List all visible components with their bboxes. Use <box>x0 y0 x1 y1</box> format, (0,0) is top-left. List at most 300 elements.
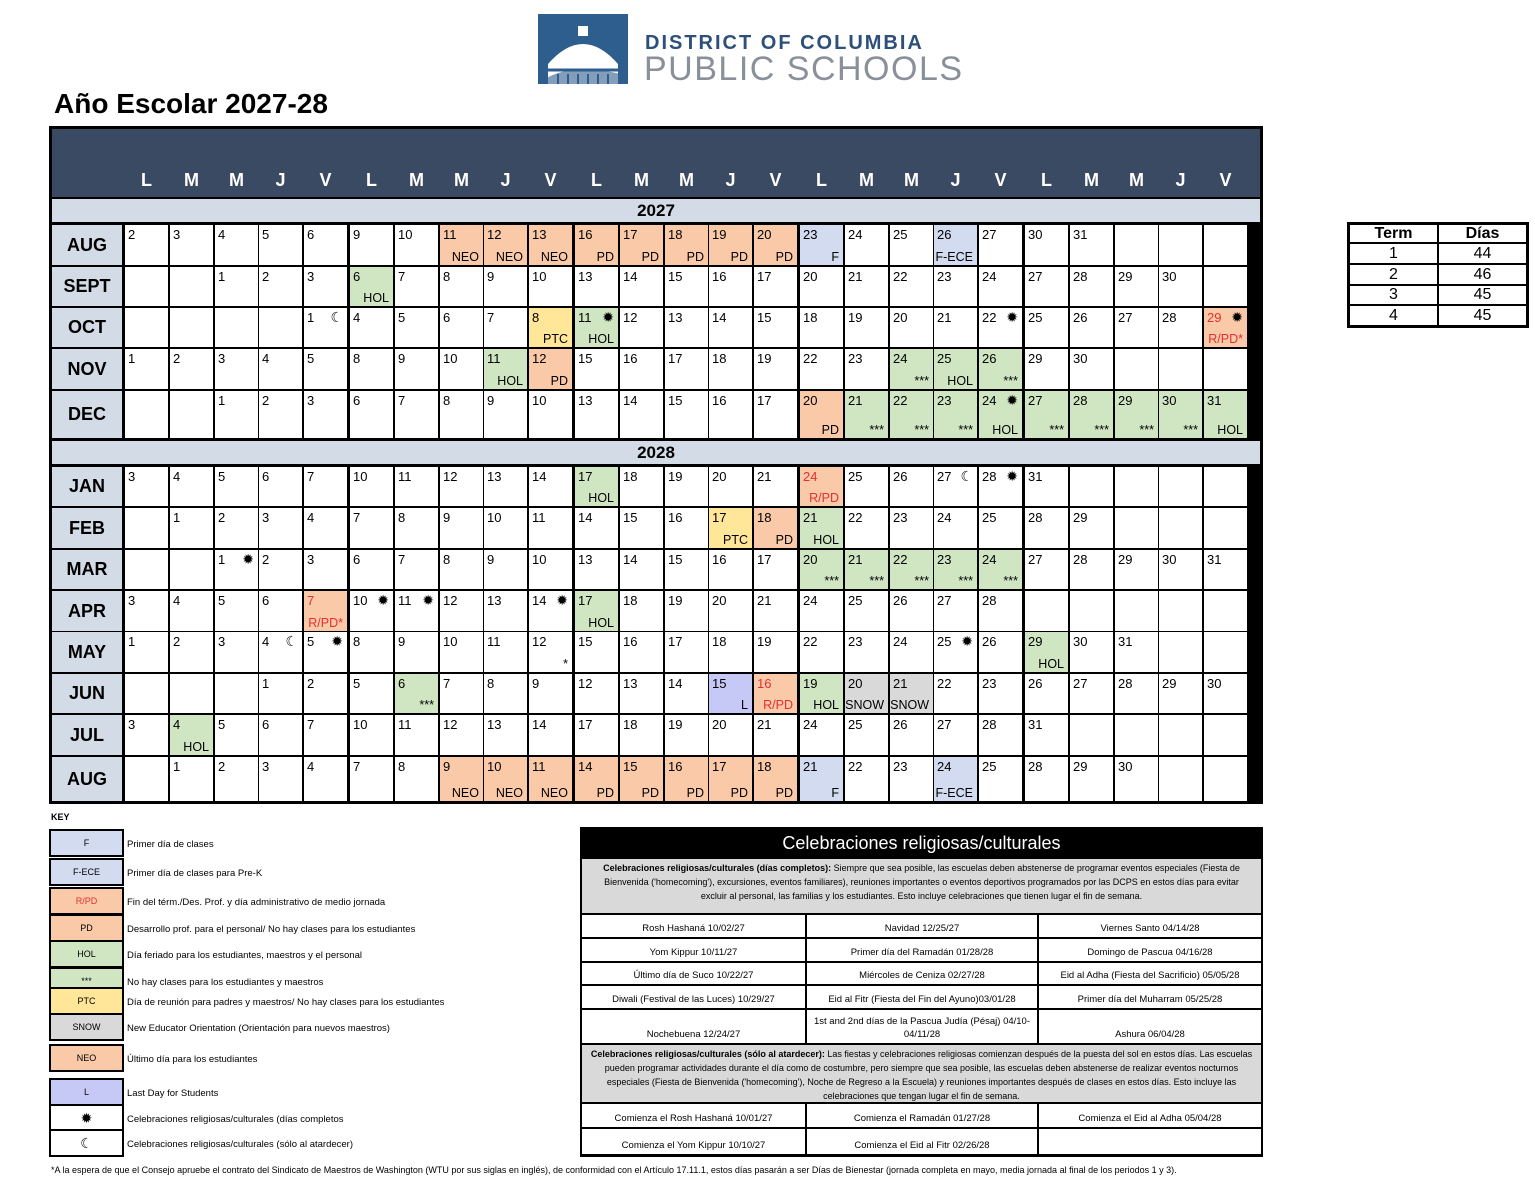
weekday-header: J <box>500 170 511 190</box>
day-number: 27 <box>1028 552 1043 567</box>
day-cell <box>350 591 393 631</box>
day-number: 24 <box>937 510 952 525</box>
day-cell <box>304 267 347 306</box>
day-number: 24 <box>803 593 818 608</box>
day-number: 26 <box>937 227 952 242</box>
day-number: 14 <box>578 759 593 774</box>
empty-cell <box>1159 591 1202 631</box>
day-number: 9 <box>443 510 451 525</box>
day-tag: *** <box>914 423 929 437</box>
day-number: 22 <box>893 269 908 284</box>
day-number: 28 <box>1118 676 1133 691</box>
day-number: 12 <box>578 676 593 691</box>
day-tag: R/PD <box>809 491 839 505</box>
day-cell <box>890 467 933 506</box>
day-tag: PD <box>730 786 748 800</box>
key-description: Last Day for Students <box>127 1088 219 1099</box>
day-number: 29 <box>1073 759 1088 774</box>
day-number: 28 <box>982 717 997 732</box>
day-cell <box>709 715 752 755</box>
day-cell <box>754 632 797 672</box>
day-cell <box>1115 757 1158 801</box>
day-number: 21 <box>848 552 863 567</box>
day-cell <box>440 715 483 755</box>
sunset-event: Comienza el Yom Kippur 10/10/27 <box>582 1129 805 1154</box>
day-number: 24 <box>982 552 997 567</box>
day-number: 15 <box>668 393 683 408</box>
month-label: AUG <box>52 757 122 801</box>
key-description: Desarrollo prof. para el personal/ No hay clases para los estudiantes <box>127 924 416 935</box>
empty-cell <box>1159 467 1202 506</box>
day-number: 18 <box>623 717 638 732</box>
weekday-header: M <box>859 170 874 190</box>
day-cell <box>709 508 752 548</box>
day-tag: *** <box>1094 423 1109 437</box>
day-cell <box>1070 349 1113 389</box>
day-number: 31 <box>1207 552 1222 567</box>
day-cell <box>395 550 438 589</box>
day-number: 22 <box>803 351 818 366</box>
day-number: 6 <box>353 552 361 567</box>
day-cell <box>709 467 752 506</box>
day-number: 15 <box>668 269 683 284</box>
key-swatch: F <box>49 829 124 857</box>
month-label: JAN <box>52 467 122 506</box>
day-cell <box>484 591 527 631</box>
day-number: 19 <box>668 469 683 484</box>
day-cell <box>620 632 663 672</box>
day-cell <box>395 632 438 672</box>
day-tag: HOL <box>183 740 209 754</box>
day-tag: NEO <box>495 786 523 800</box>
empty-cell <box>1115 715 1158 755</box>
day-cell <box>484 550 527 589</box>
empty-cell <box>170 391 213 438</box>
day-cell <box>575 550 618 589</box>
full-day-celebration-icon: ✹ <box>602 309 614 325</box>
day-number: 21 <box>757 593 772 608</box>
key-description: Último día para los estudiantes <box>127 1054 258 1065</box>
day-tag: PD <box>775 250 793 264</box>
sunset-celebration-icon: ☾ <box>285 633 298 649</box>
day-number: 10 <box>443 351 458 366</box>
day-cell <box>259 757 302 801</box>
day-cell <box>1115 391 1158 438</box>
day-number: 13 <box>487 469 502 484</box>
day-cell <box>890 550 933 589</box>
day-cell <box>304 715 347 755</box>
day-number: 25 <box>848 593 863 608</box>
day-number: 23 <box>848 634 863 649</box>
day-number: 9 <box>487 393 495 408</box>
day-cell <box>1115 550 1158 589</box>
day-cell <box>890 757 933 801</box>
day-tag: R/PD* <box>308 616 343 630</box>
day-number: 9 <box>353 227 361 242</box>
day-tag: SNOW <box>845 698 884 712</box>
day-number: 16 <box>712 393 727 408</box>
day-number: 2 <box>173 351 181 366</box>
day-cell <box>979 308 1022 347</box>
day-number: 7 <box>307 469 315 484</box>
day-number: 16 <box>668 759 683 774</box>
day-number: 1 <box>307 310 315 325</box>
day-cell <box>395 349 438 389</box>
day-cell <box>395 467 438 506</box>
day-cell <box>934 632 977 672</box>
full-day-event: Eid al Adha (Fiesta del Sacrificio) 05/05/28 <box>1039 963 1261 984</box>
day-number: 13 <box>623 676 638 691</box>
weekday-header: M <box>679 170 694 190</box>
day-cell <box>620 391 663 438</box>
day-number: 30 <box>1073 634 1088 649</box>
day-tag: HOL <box>588 491 614 505</box>
day-cell <box>1204 391 1247 438</box>
day-number: 17 <box>712 759 727 774</box>
day-tag: HOL <box>813 698 839 712</box>
page-title: Año Escolar 2027-28 <box>54 88 328 119</box>
empty-cell <box>125 391 168 438</box>
day-number: 3 <box>128 469 136 484</box>
sunset-event <box>1039 1129 1261 1154</box>
day-cell <box>934 391 977 438</box>
day-number: 5 <box>307 634 315 649</box>
day-number: 3 <box>173 227 181 242</box>
term-1: 1 <box>1350 244 1437 263</box>
day-cell <box>125 225 168 265</box>
day-number: 8 <box>353 351 361 366</box>
day-cell <box>665 550 708 589</box>
day-cell <box>170 349 213 389</box>
day-tag: HOL <box>363 291 389 305</box>
day-cell <box>125 715 168 755</box>
day-number: 19 <box>668 593 683 608</box>
day-number: 17 <box>757 269 772 284</box>
day-cell <box>440 308 483 347</box>
day-number: 21 <box>848 269 863 284</box>
day-number: 6 <box>353 393 361 408</box>
day-number: 21 <box>803 510 818 525</box>
day-cell <box>170 757 213 801</box>
key-description: Fin del térm./Des. Prof. y día administrativo de medio jornada <box>127 897 386 908</box>
day-number: 25 <box>982 510 997 525</box>
empty-cell <box>1204 267 1247 306</box>
day-number: 21 <box>757 469 772 484</box>
day-cell <box>1159 550 1202 589</box>
day-number: 16 <box>578 227 593 242</box>
day-cell <box>979 715 1022 755</box>
day-number: 30 <box>1073 351 1088 366</box>
key-swatch: ✹ <box>49 1104 124 1132</box>
day-number: 18 <box>757 759 772 774</box>
day-cell <box>979 674 1022 713</box>
day-cell <box>350 225 393 265</box>
term-2-days: 46 <box>1439 265 1526 284</box>
day-number: 23 <box>893 759 908 774</box>
day-number: 19 <box>712 227 727 242</box>
day-number: 13 <box>578 552 593 567</box>
day-cell <box>575 349 618 389</box>
day-number: 20 <box>848 676 863 691</box>
day-cell <box>709 391 752 438</box>
day-number: 11 <box>398 717 412 732</box>
day-number: 29 <box>1118 393 1133 408</box>
day-number: 24 <box>803 469 818 484</box>
month-label: MAR <box>52 550 122 589</box>
day-cell <box>754 591 797 631</box>
full-day-event: Rosh Hashaná 10/02/27 <box>582 915 805 937</box>
day-number: 27 <box>982 227 997 242</box>
empty-cell <box>215 308 258 347</box>
day-cell <box>215 391 258 438</box>
day-number: 12 <box>532 634 547 649</box>
day-tag: R/PD <box>763 698 793 712</box>
key-swatch: *** <box>49 967 124 995</box>
weekday-header: L <box>1041 170 1052 190</box>
day-number: 2 <box>218 759 226 774</box>
day-cell <box>484 674 527 713</box>
term-header: Term <box>1350 225 1437 242</box>
day-number: 16 <box>623 351 638 366</box>
day-number: 15 <box>712 676 727 691</box>
day-cell <box>620 225 663 265</box>
day-number: 29 <box>1162 676 1177 691</box>
day-number: 28 <box>1028 510 1043 525</box>
day-number: 2 <box>218 510 226 525</box>
day-number: 4 <box>218 227 226 242</box>
day-tag: PD <box>775 786 793 800</box>
term-table <box>1347 222 1529 328</box>
empty-cell <box>1204 349 1247 389</box>
day-cell <box>215 225 258 265</box>
day-number: 14 <box>712 310 727 325</box>
sunset-celebration-icon: ☾ <box>960 468 973 484</box>
day-cell <box>170 225 213 265</box>
day-cell <box>215 467 258 506</box>
day-cell <box>1115 308 1158 347</box>
day-number: 13 <box>487 593 502 608</box>
day-number: 12 <box>443 717 458 732</box>
day-cell <box>395 267 438 306</box>
day-tag: *** <box>914 574 929 588</box>
day-number: 11 <box>487 634 501 649</box>
day-cell <box>800 267 843 306</box>
empty-cell <box>1204 467 1247 506</box>
logo-line-1: DISTRICT OF COLUMBIA <box>645 32 924 54</box>
day-cell <box>800 550 843 589</box>
day-cell <box>620 267 663 306</box>
day-cell <box>800 591 843 631</box>
day-cell <box>979 632 1022 672</box>
day-cell <box>845 757 888 801</box>
day-cell <box>754 267 797 306</box>
day-number: 14 <box>532 469 547 484</box>
day-number: 29 <box>1073 510 1088 525</box>
term-1-days: 44 <box>1439 244 1526 263</box>
day-cell <box>665 308 708 347</box>
day-cell <box>1115 632 1158 672</box>
day-number: 21 <box>893 676 908 691</box>
day-number: 16 <box>712 269 727 284</box>
key-swatch: F-ECE <box>49 858 124 886</box>
day-cell <box>620 550 663 589</box>
day-number: 11 <box>398 469 412 484</box>
day-number: 28 <box>982 469 997 484</box>
day-cell <box>709 349 752 389</box>
day-number: 22 <box>937 676 952 691</box>
day-tag: PD <box>550 374 568 388</box>
day-cell <box>845 550 888 589</box>
full-day-celebration-icon: ✹ <box>1006 392 1018 408</box>
day-cell <box>1025 349 1068 389</box>
weekday-header: V <box>769 170 782 190</box>
day-cell <box>665 591 708 631</box>
day-number: 3 <box>262 510 270 525</box>
day-cell <box>665 467 708 506</box>
day-cell <box>575 508 618 548</box>
empty-cell <box>125 508 168 548</box>
day-number: 17 <box>757 552 772 567</box>
day-cell <box>620 308 663 347</box>
day-cell <box>484 225 527 265</box>
key-description: New Educator Orientation (Orientación para nuevos maestros) <box>127 1023 390 1034</box>
day-tag: NEO <box>495 250 523 264</box>
day-cell <box>259 467 302 506</box>
weekday-header: V <box>319 170 332 190</box>
day-cell <box>754 674 797 713</box>
day-number: 20 <box>712 469 727 484</box>
empty-cell <box>170 550 213 589</box>
day-number: 20 <box>757 227 772 242</box>
day-cell <box>170 467 213 506</box>
full-day-celebration-icon: ✹ <box>377 592 389 608</box>
day-number: 4 <box>262 351 270 366</box>
day-cell <box>170 632 213 672</box>
full-day-paragraph <box>582 859 1261 913</box>
day-cell <box>1115 267 1158 306</box>
weekday-header: J <box>950 170 961 190</box>
day-cell <box>800 674 843 713</box>
weekday-header: L <box>141 170 152 190</box>
day-number: 20 <box>712 593 727 608</box>
day-tag: PD <box>686 250 704 264</box>
day-number: 18 <box>623 469 638 484</box>
day-tag: HOL <box>497 374 523 388</box>
day-number: 15 <box>757 310 772 325</box>
day-number: 1 <box>128 351 136 366</box>
day-number: 23 <box>893 510 908 525</box>
day-number: 11 <box>578 310 592 325</box>
day-cell <box>215 632 258 672</box>
day-number: 8 <box>398 510 406 525</box>
day-number: 2 <box>262 269 270 284</box>
day-number: 23 <box>937 269 952 284</box>
full-day-celebration-icon: ✹ <box>1231 309 1243 325</box>
day-number: 10 <box>353 717 368 732</box>
day-cell <box>934 467 977 506</box>
key-swatch: PTC <box>49 987 124 1015</box>
day-tag: *** <box>869 423 884 437</box>
day-number: 22 <box>893 552 908 567</box>
day-number: 7 <box>398 552 406 567</box>
day-number: 14 <box>532 717 547 732</box>
sunset-paragraph <box>582 1045 1261 1102</box>
day-cell <box>800 308 843 347</box>
day-number: 31 <box>1028 469 1043 484</box>
day-number: 3 <box>218 351 226 366</box>
day-cell <box>620 674 663 713</box>
day-cell <box>575 591 618 631</box>
day-cell <box>979 391 1022 438</box>
day-tag: F-ECE <box>935 786 973 800</box>
day-cell <box>800 391 843 438</box>
day-tag: L <box>741 698 748 712</box>
day-cell <box>934 308 977 347</box>
day-number: 31 <box>1207 393 1222 408</box>
day-number: 10 <box>353 593 368 608</box>
day-cell <box>1025 632 1068 672</box>
empty-cell <box>1159 508 1202 548</box>
month-label: JUN <box>52 674 122 713</box>
day-number: 20 <box>712 717 727 732</box>
day-number: 8 <box>532 310 540 325</box>
day-number: 23 <box>937 552 952 567</box>
day-number: 7 <box>398 393 406 408</box>
day-number: 7 <box>353 510 361 525</box>
day-number: 8 <box>443 552 451 567</box>
day-cell <box>259 225 302 265</box>
day-number: 13 <box>578 393 593 408</box>
day-tag: * <box>563 657 568 671</box>
day-cell <box>754 467 797 506</box>
day-number: 28 <box>1073 552 1088 567</box>
sunset-heading: Celebraciones religiosas/culturales (sólo al atardecer): <box>590 1049 825 1059</box>
day-cell <box>575 308 618 347</box>
day-tag: *** <box>1003 374 1018 388</box>
day-cell <box>845 267 888 306</box>
day-number: 21 <box>803 759 818 774</box>
day-number: 22 <box>848 510 863 525</box>
day-tag: PD <box>775 533 793 547</box>
footnote: *A la espera de que el Consejo apruebe el contrato del Sindicato de Maestros de Washington (WTU por sus siglas en inglés), de conformidad con el Artículo 17.11.1, estos días pasarán a ser Días de Bienestar (jornada completa en mayo, media jornada al final de los periodos 1 y 3). <box>51 1165 1177 1175</box>
day-tag: HOL <box>992 423 1018 437</box>
day-cell <box>1204 308 1247 347</box>
day-number: 7 <box>487 310 495 325</box>
day-cell <box>1204 674 1247 713</box>
day-number: 22 <box>848 759 863 774</box>
day-number: 26 <box>893 593 908 608</box>
empty-cell <box>1204 757 1247 801</box>
day-cell <box>665 349 708 389</box>
day-cell <box>575 267 618 306</box>
day-cell <box>979 267 1022 306</box>
day-number: 27 <box>1028 269 1043 284</box>
day-cell <box>620 508 663 548</box>
day-number: 24 <box>893 634 908 649</box>
day-number: 26 <box>893 469 908 484</box>
day-cell <box>259 267 302 306</box>
day-number: 8 <box>487 676 495 691</box>
day-cell <box>620 715 663 755</box>
day-cell <box>665 391 708 438</box>
key-description: Primer día de clases <box>127 839 214 850</box>
weekday-header: M <box>1129 170 1144 190</box>
day-number: 20 <box>803 269 818 284</box>
day-cell <box>484 391 527 438</box>
day-number: 30 <box>1162 269 1177 284</box>
weekday-header: M <box>184 170 199 190</box>
day-number: 2 <box>262 552 270 567</box>
